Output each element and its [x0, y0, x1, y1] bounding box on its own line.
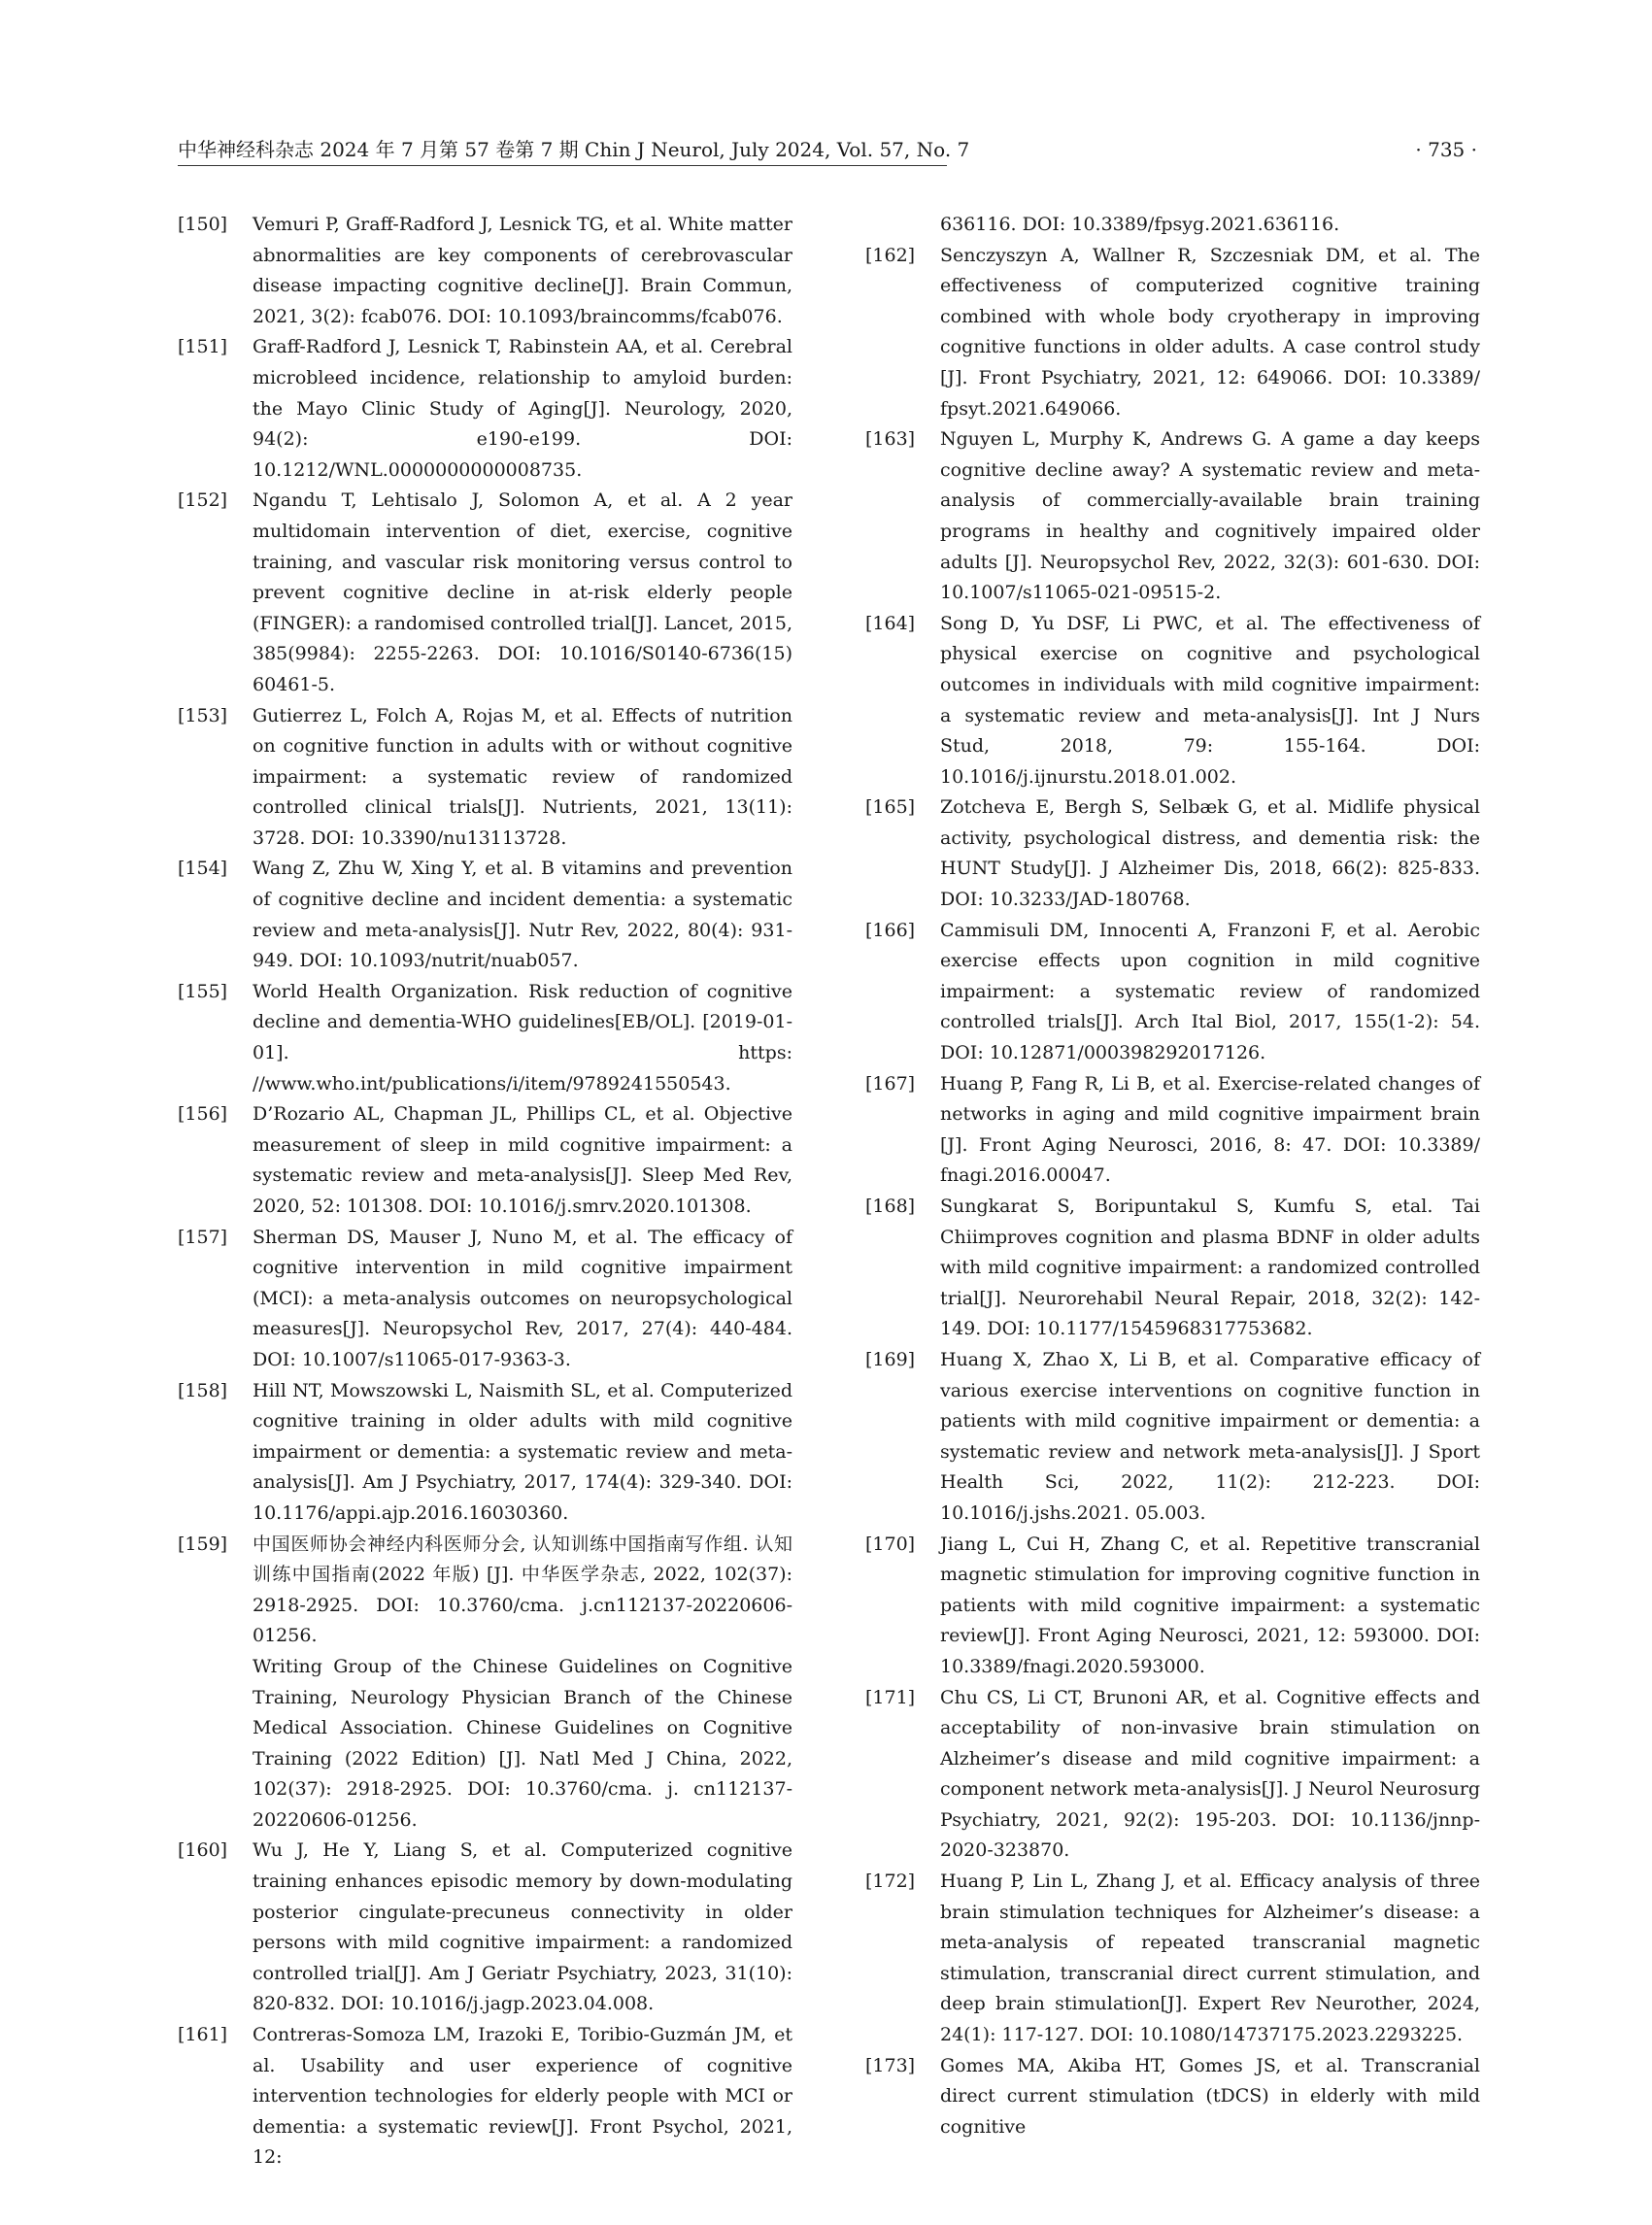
reference-number: [165] [865, 796, 916, 819]
reference-text: Ngandu T, Lehtisalo J, Solomon A, et al. A 2 year multidomain intervention of diet, exercise, cognitive training, and vascular risk monitoring versus control to prevent cognitive decline in at-risk elderly people (FINGER): a randomised controlled trial[J]. Lancet, 2015, 385(9984): 2255-2263. DOI: 10.1016/S0140-6736(15) 60461-5. [253, 489, 792, 695]
reference-number: [160] [178, 1839, 228, 1862]
reference-entry [178, 210, 792, 332]
reference-number: [155] [178, 980, 228, 1002]
reference-number: [166] [865, 919, 916, 941]
reference-text: Gutierrez L, Folch A, Rojas M, et al. Effects of nutrition on cognitive function in adults with or without cognitive impairment: a systematic review of randomized controlled clinical trials[J]. Nutrients, 2021, 13(11): 3728. DOI: 10.3390/nu13113728. [253, 704, 792, 849]
reference-entry [178, 1376, 792, 1530]
reference-text: Huang P, Fang R, Li B, et al. Exercise-related changes of networks in aging and mild cognitive impairment brain [J]. Front Aging Neurosci, 2016, 8: 47. DOI: 10.3389/ fnagi.2016.00047. [940, 1072, 1480, 1187]
reference-number: [150] [178, 214, 228, 235]
reference-number: [162] [865, 244, 916, 266]
reference-number: [158] [178, 1379, 228, 1401]
reference-number: [157] [178, 1226, 228, 1248]
reference-entry [178, 2020, 792, 2174]
reference-text: Gomes MA, Akiba HT, Gomes JS, et al. Transcranial direct current stimulation (tDCS) in elderly with mild cognitive [940, 2054, 1480, 2138]
reference-entry [178, 1099, 792, 1222]
reference-number: [167] [865, 1072, 916, 1095]
reference-number: [170] [865, 1533, 916, 1555]
reference-text: Graff-Radford J, Lesnick T, Rabinstein AA, et al. Cerebral microbleed incidence, relationship to amyloid burden: the Mayo Clinic Study of Aging[J]. Neurology, 2020, 94(2): e190-e199. DOI: 10.1212/WNL.0000000000008735. [253, 336, 792, 481]
reference-number: [164] [865, 612, 916, 634]
reference-text: Huang P, Lin L, Zhang J, et al. Efficacy analysis of three brain stimulation techniques for Alzheimer’s disease: a meta-analysis of repeated transcranial magnetic stimulation, transcranial direct current stimulation, and deep brain stimulation[J]. Expert Rev Neurother, 2024, 24(1): 117-127. DOI: 10.1080/14737175.2023.2293225. [940, 1871, 1480, 2046]
reference-entry [865, 241, 1480, 425]
reference-entry [178, 1652, 792, 1837]
reference-text: Contreras-Somoza LM, Irazoki E, Toribio-Guzmán JM, et al. Usability and user experience of cognitive intervention technologies for elderly people with MCI or dementia: a systematic review[J]. Front Psychol, 2021, 12: [253, 2024, 792, 2169]
reference-column-right [865, 210, 1480, 2142]
reference-number: [163] [865, 428, 916, 451]
reference-entry [865, 1867, 1480, 2051]
reference-entry [865, 2051, 1480, 2143]
page-number: · 735 · [1415, 138, 1477, 161]
reference-entry [178, 332, 792, 486]
reference-number: [154] [178, 858, 228, 880]
reference-column-left [178, 210, 792, 2174]
reference-entry [865, 1345, 1480, 1530]
reference-number: [151] [178, 336, 228, 358]
reference-entry [178, 1223, 792, 1376]
reference-entry [865, 609, 1480, 793]
reference-number: [169] [865, 1348, 916, 1370]
reference-text: Sherman DS, Mauser J, Nuno M, et al. The efficacy of cognitive intervention in mild cognitive impairment (MCI): a meta-analysis outcomes on neuropsychological measures[J]. Neuropsychol Rev, 2017, 27(4): 440-484. DOI: 10.1007/s11065-017-9363-3. [253, 1226, 792, 1370]
reference-number: [168] [865, 1196, 916, 1217]
reference-text: World Health Organization. Risk reduction of cognitive decline and dementia-WHO guidelines[EB/OL]. [2019-01-01]. https: //www.who.int/publications/i/item/9789241550543. [253, 980, 792, 1095]
reference-text: Jiang L, Cui H, Zhang C, et al. Repetitive transcranial magnetic stimulation for improving cognitive function in patients with mild cognitive impairment: a systematic review[J]. Front Aging Neurosci, 2021, 12: 593000. DOI: 10.3389/fnagi.2020.593000. [940, 1533, 1480, 1677]
reference-number: [161] [178, 2024, 228, 2046]
reference-text: Sungkarat S, Boripuntakul S, Kumfu S, etal. Tai Chiimproves cognition and plasma BDNF in older adults with mild cognitive impairment: a randomized controlled trial[J]. Neurorehabil Neural Repair, 2018, 32(2): 142-149. DOI: 10.1177/1545968317753682. [940, 1196, 1480, 1340]
reference-text: 中国医师协会神经内科医师分会, 认知训练中国指南写作组. 认知训练中国指南(2022 年版) [J]. 中华医学杂志, 2022, 102(37): 2918-2925. DOI: 10.3760/cma. j.cn112137-20220606-01256. [253, 1533, 792, 1647]
reference-entry [865, 1683, 1480, 1868]
reference-text: Nguyen L, Murphy K, Andrews G. A game a day keeps cognitive decline away? A systematic review and meta-analysis of commercially-available brain training programs in healthy and cognitively impaired older adults [J]. Neuropsychol Rev, 2022, 32(3): 601-630. DOI: 10.1007/s11065-021-09515-2. [940, 428, 1480, 604]
reference-text: Huang X, Zhao X, Li B, et al. Comparative efficacy of various exercise interventions on cognitive function in patients with mild cognitive impairment or dementia: a systematic review and network meta-analysis[J]. J Sport Health Sci, 2022, 11(2): 212-223. DOI: 10.1016/j.jshs.2021. 05.003. [940, 1348, 1480, 1524]
reference-text: Writing Group of the Chinese Guidelines on Cognitive Training, Neurology Physician Branch of the Chinese Medical Association. Chinese Guidelines on Cognitive Training (2022 Edition) [J]. Natl Med J China, 2022, 102(37): 2918-2925. DOI: 10.3760/cma. j. cn112137-20220606-01256. [253, 1655, 792, 1831]
reference-entry [865, 1192, 1480, 1345]
reference-number: [156] [178, 1103, 228, 1126]
reference-number: [173] [865, 2054, 916, 2076]
reference-entry [865, 792, 1480, 915]
reference-entry [178, 1836, 792, 2020]
reference-text: Chu CS, Li CT, Brunoni AR, et al. Cognitive effects and acceptability of non-invasive brain stimulation on Alzheimer’s disease and mild cognitive impairment: a component network meta-analysis[J]. J Neurol Neurosurg Psychiatry, 2021, 92(2): 195-203. DOI: 10.1136/jnnp-2020-323870. [940, 1686, 1480, 1862]
reference-number: [152] [178, 489, 228, 512]
reference-number: [172] [865, 1871, 916, 1893]
reference-entry [178, 486, 792, 700]
header-rule [178, 165, 947, 166]
reference-number: [159] [178, 1533, 228, 1555]
reference-text: Hill NT, Mowszowski L, Naismith SL, et al. Computerized cognitive training in older adults with mild cognitive impairment or dementia: a systematic review and meta-analysis[J]. Am J Psychiatry, 2017, 174(4): 329-340. DOI: 10.1176/appi.ajp.2016.16030360. [253, 1379, 792, 1524]
journal-citation-line: 中华神经科杂志 2024 年 7 月第 57 卷第 7 期 Chin J Neurol, July 2024, Vol. 57, No. 7 [178, 138, 970, 161]
reference-number: [171] [865, 1686, 916, 1708]
reference-entry [178, 854, 792, 976]
reference-number: [153] [178, 704, 228, 726]
reference-entry [178, 977, 792, 1099]
reference-entry [865, 916, 1480, 1069]
reference-entry [865, 210, 1480, 241]
reference-entry [178, 1530, 792, 1652]
reference-entry [178, 701, 792, 855]
reference-text: Vemuri P, Graff-Radford J, Lesnick TG, et al. White matter abnormalities are key components of cerebrovascular disease impacting cognitive decline[J]. Brain Commun, 2021, 3(2): fcab076. DOI: 10.1093/braincomms/fcab076. [253, 214, 792, 327]
running-header [178, 136, 1477, 163]
reference-text: Song D, Yu DSF, Li PWC, et al. The effectiveness of physical exercise on cognitive and psychological outcomes in individuals with mild cognitive impairment: a systematic review and meta-analysis[J]. Int J Nurs Stud, 2018, 79: 155-164. DOI: 10.1016/j.ijnurstu.2018.01.002. [940, 612, 1480, 788]
reference-entry [865, 1069, 1480, 1192]
reference-text: Senczyszyn A, Wallner R, Szczesniak DM, et al. The effectiveness of computerized cognitive training combined with whole body cryotherapy in improving cognitive functions in older adults. A case control study [J]. Front Psychiatry, 2021, 12: 649066. DOI: 10.3389/ fpsyt.2021.649066. [940, 244, 1480, 420]
reference-entry [865, 1530, 1480, 1683]
reference-text: Wu J, He Y, Liang S, et al. Computerized cognitive training enhances episodic memory by down-modulating posterior cingulate-precuneus connectivity in older persons with mild cognitive impairment: a randomized controlled trial[J]. Am J Geriatr Psychiatry, 2023, 31(10): 820-832. DOI: 10.1016/j.jagp.2023.04.008. [253, 1839, 792, 2015]
reference-entry [865, 424, 1480, 609]
reference-text: Zotcheva E, Bergh S, Selbæk G, et al. Midlife physical activity, psychological distress, and dementia risk: the HUNT Study[J]. J Alzheimer Dis, 2018, 66(2): 825-833. DOI: 10.3233/JAD-180768. [940, 796, 1480, 911]
reference-text: Wang Z, Zhu W, Xing Y, et al. B vitamins and prevention of cognitive decline and incident dementia: a systematic review and meta-analysis[J]. Nutr Rev, 2022, 80(4): 931-949. DOI: 10.1093/nutrit/nuab057. [253, 858, 792, 972]
reference-text: Cammisuli DM, Innocenti A, Franzoni F, et al. Aerobic exercise effects upon cognition in mild cognitive impairment: a systematic review of randomized controlled trials[J]. Arch Ital Biol, 2017, 155(1-2): 54. DOI: 10.12871/000398292017126. [940, 919, 1480, 1064]
reference-text: D’Rozario AL, Chapman JL, Phillips CL, et al. Objective measurement of sleep in mild cognitive impairment: a systematic review and meta-analysis[J]. Sleep Med Rev, 2020, 52: 101308. DOI: 10.1016/j.smrv.2020.101308. [253, 1103, 792, 1217]
reference-text: 636116. DOI: 10.3389/fpsyg.2021.636116. [940, 214, 1340, 235]
